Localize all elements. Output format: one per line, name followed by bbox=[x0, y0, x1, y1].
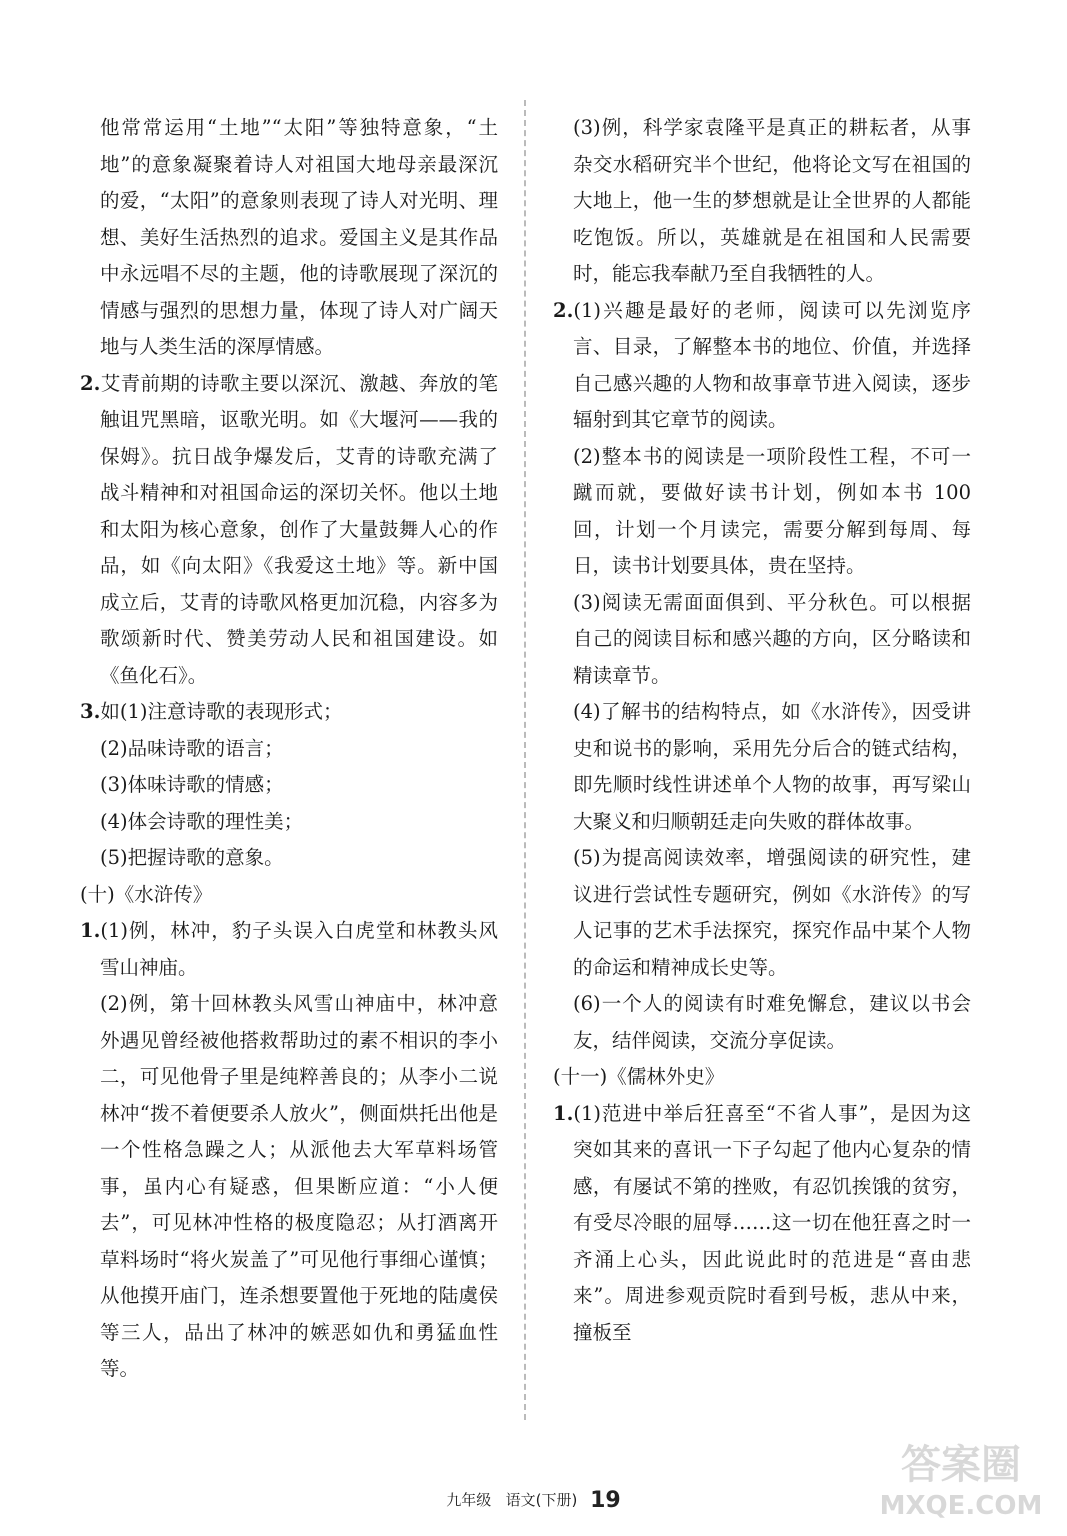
watermark-logo bbox=[871, 1430, 1051, 1522]
section-heading-11: (十一)《儒林外史》 bbox=[553, 1065, 725, 1088]
answer-item: (6)一个人的阅读有时难免懈怠，建议以书会友，结伴阅读，交流分享促读。 bbox=[573, 992, 971, 1052]
question-number: 1. bbox=[80, 919, 101, 942]
column-divider bbox=[524, 100, 526, 1420]
answer-item: (3)阅读无需面面俱到、平分秋色。可以根据自己的阅读目标和感兴趣的方向，区分略读和精读章节。 bbox=[573, 590, 971, 687]
page-number: 19 bbox=[590, 1488, 621, 1513]
right-column bbox=[553, 110, 971, 1351]
answer-item: (3)体味诗歌的情感； bbox=[100, 773, 284, 796]
question-number: 2. bbox=[80, 371, 101, 395]
question-number: 1. bbox=[553, 1101, 574, 1125]
watermark-url: MXQE.COM bbox=[879, 1491, 1043, 1521]
question-1 bbox=[80, 913, 498, 986]
answer-item: (5)为提高阅读效率，增强阅读的研究性，建议进行尝试性专题研究，例如《水浒传》的写人记事的艺术手法探究，探究作品中某个人物的命运和精神成长史等。 bbox=[573, 846, 971, 979]
section-heading-10: (十)《水浒传》 bbox=[80, 882, 213, 906]
answer-item: (5)把握诗歌的意象。 bbox=[100, 846, 284, 869]
question-text: (1)兴趣是最好的老师，阅读可以先浏览序言、目录，了解整本书的地位、价值，并选择自己感兴趣的人物和故事章节进入阅读，逐步辐射到其它章节的阅读。 bbox=[573, 298, 971, 431]
question-2 bbox=[80, 366, 498, 695]
answer-item: (3)例，科学家袁隆平是真正的耕耘者，从事杂交水稻研究半个世纪，他将论文写在祖国的大地上，他一生的梦想就是让全世界的人都能吃饱饭。所以，英雄就是在祖国和人民需要时，能忘我奉献乃至自我牺牲的人。 bbox=[573, 116, 971, 285]
left-paragraph-1: 他常常运用“土地”“太阳”等独特意象，“土地”的意象凝聚着诗人对祖国大地母亲最深沉的爱，“太阳”的意象则表现了诗人对光明、理想、美好生活热烈的追求。爱国主义是其作品中永远唱不尽的主题，他的诗歌展现了深沉的情感与强烈的思想力量，体现了诗人对广阔天地与人类生活的深厚情感。 bbox=[100, 116, 498, 358]
question-1 bbox=[553, 1096, 971, 1352]
answer-item: (2)整本书的阅读是一项阶段性工程，不可一蹴而就，要做好读书计划，例如本书 100 回，计划一个月读完，需要分解到每周、每日，读书计划要具体，贵在坚持。 bbox=[573, 444, 971, 577]
question-number: 2. bbox=[553, 298, 574, 322]
answer-item: (2)品味诗歌的语言； bbox=[100, 736, 284, 760]
question-text: 如(1)注意诗歌的表现形式； bbox=[100, 700, 343, 723]
question-2 bbox=[553, 293, 971, 439]
left-column bbox=[80, 110, 498, 1388]
answer-item: (4)体会诗歌的理性美； bbox=[100, 809, 304, 833]
answer-item: (4)了解书的结构特点，如《水浒传》，因受讲史和说书的影响，采用先分后合的链式结构，即先顺时线性讲述单个人物的故事，再写梁山大聚义和归顺朝廷走向失败的群体故事。 bbox=[573, 700, 971, 833]
footer-grade: 九年级 bbox=[446, 1491, 492, 1509]
question-text: (1)范进中举后狂喜至“不省人事”，是因为这突如其来的喜讯一下子勾起了他内心复杂的情感，有屡试不第的挫败，有忍饥挨饿的贫穷，有受尽冷眼的屈辱……这一切在他狂喜之时一齐涌上心头，因此说此时的范进是“喜由悲来”。周进参观贡院时看到号板，悲从中来，撞板至 bbox=[573, 1101, 971, 1344]
question-number: 3. bbox=[80, 700, 101, 723]
watermark-text: 答案圈 bbox=[901, 1442, 1021, 1488]
question-text: (1)例，林冲，豹子头误入白虎堂和林教头风雪山神庙。 bbox=[100, 919, 498, 979]
footer-subject: 语文(下册) bbox=[505, 1491, 578, 1509]
question-text: 艾青前期的诗歌主要以深沉、激越、奔放的笔触诅咒黑暗，讴歌光明。如《大堰河——我的保姆》。抗日战争爆发后，艾青的诗歌充满了战斗精神和对祖国命运的深切关怀。他以土地和太阳为核心意象，创作了大量鼓舞人心的作品，如《向太阳》《我爱这土地》等。新中国成立后，艾青的诗歌风格更加沉稳，内容多为歌颂新时代、赞美劳动人民和祖国建设。如《鱼化石》。 bbox=[100, 371, 498, 687]
answer-item: (2)例，第十回林教头风雪山神庙中，林冲意外遇见曾经被他搭救帮助过的素不相识的李小二，可见他骨子里是纯粹善良的；从李小二说林冲“拨不着便要杀人放火”，侧面烘托出他是一个性格急躁之人；从派他去大军草料场管事，虽内心有疑惑，但果断应道：“小人便去”，可见林冲性格的极度隐忍；从打酒离开草料场时“将火炭盖了”可见他行事细心谨慎；从他摸开庙门，连杀想要置他于死地的陆虞侯等三人，品出了林冲的嫉恶如仇和勇猛血性等。 bbox=[100, 992, 498, 1380]
question-3 bbox=[80, 694, 498, 731]
